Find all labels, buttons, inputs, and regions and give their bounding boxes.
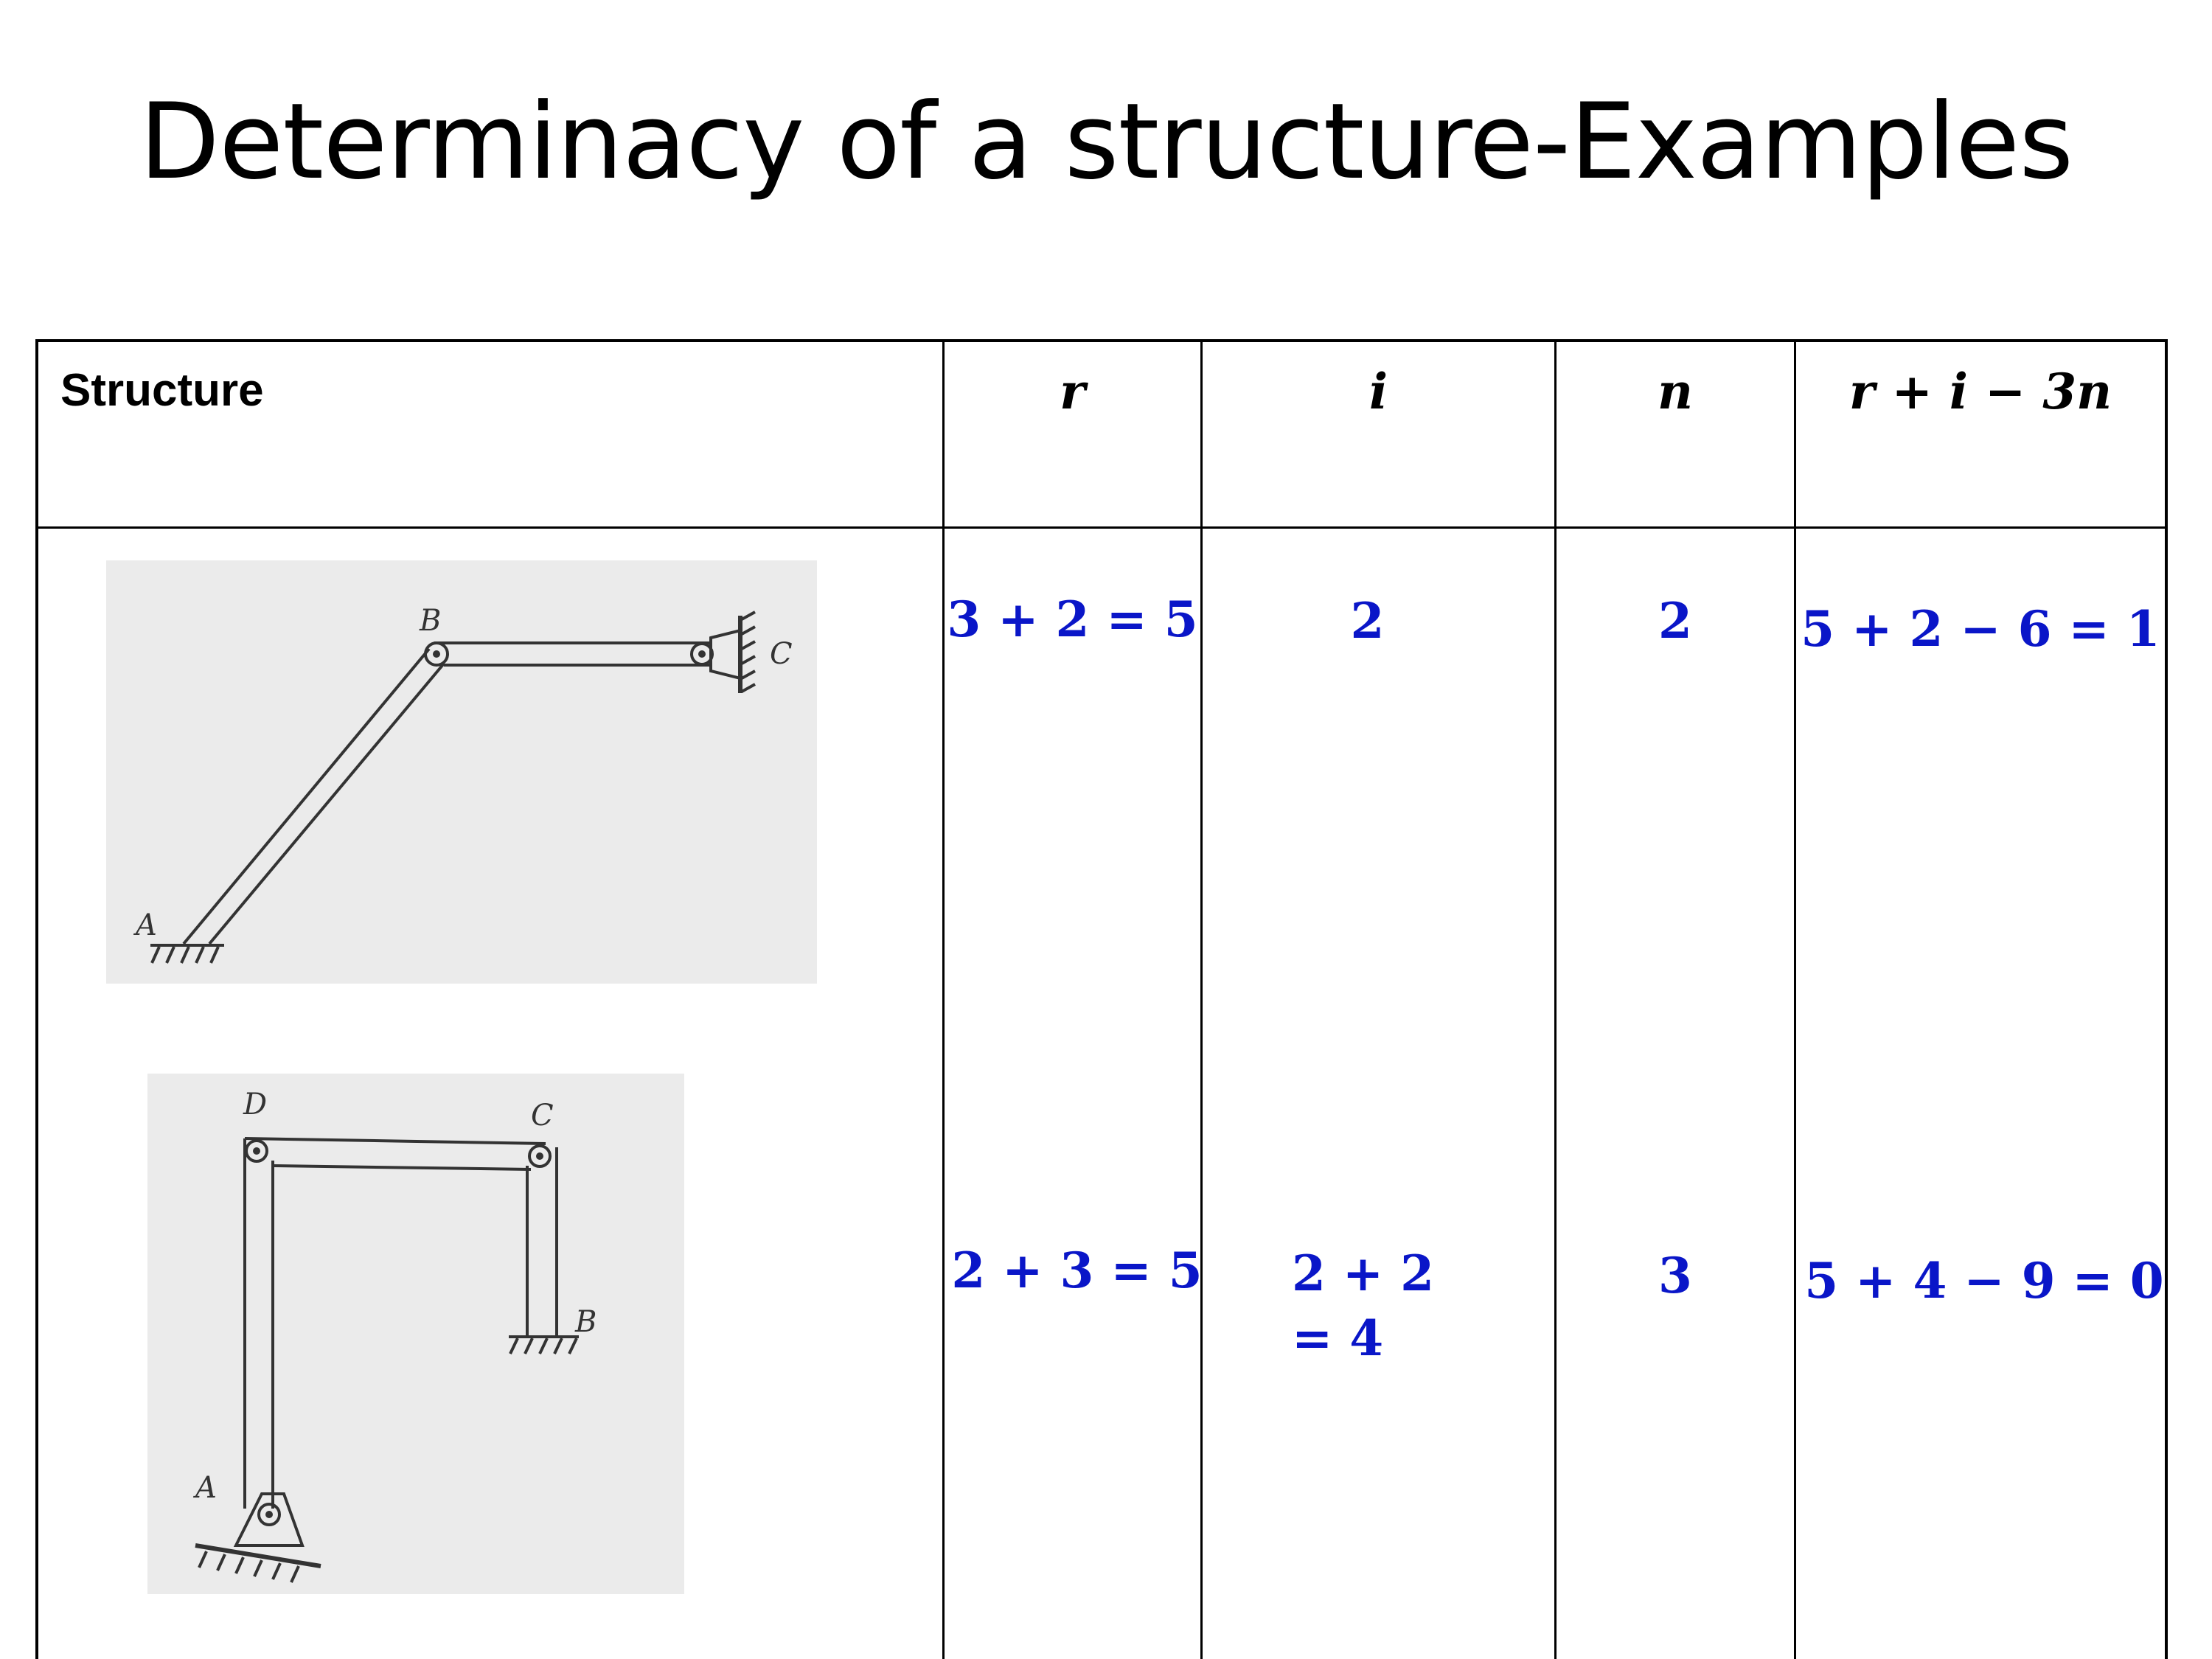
label-A: A xyxy=(195,1471,217,1505)
row1-i-value: 2 xyxy=(1350,592,1385,650)
structure-figure-2 xyxy=(147,1074,684,1594)
row2-r-value: 2 + 3 = 5 xyxy=(951,1242,1203,1299)
determinacy-table xyxy=(35,339,2168,1659)
column-divider xyxy=(1554,342,1557,1659)
frame-diagram-2 xyxy=(147,1074,684,1594)
header-i: i xyxy=(1368,363,1388,420)
label-A: A xyxy=(136,908,157,942)
label-B: B xyxy=(420,604,442,638)
row1-result-value: 5 + 2 − 6 = 1 xyxy=(1801,600,2160,658)
row2-i-value-line1: 2 + 2 xyxy=(1292,1245,1435,1302)
row2-i-value-line2: = 4 xyxy=(1292,1310,1384,1367)
label-C: C xyxy=(531,1099,554,1133)
row1-n-value: 2 xyxy=(1658,592,1692,650)
header-n: n xyxy=(1658,363,1693,420)
frame-diagram-1 xyxy=(106,560,817,984)
header-formula: r + i − 3n xyxy=(1848,363,2112,420)
column-divider xyxy=(1794,342,1796,1659)
column-divider xyxy=(942,342,945,1659)
row2-n-value: 3 xyxy=(1658,1247,1692,1304)
label-D: D xyxy=(243,1088,268,1121)
row1-r-value: 3 + 2 = 5 xyxy=(947,591,1198,648)
page-title: Determinacy of a structure-Examples xyxy=(139,81,2073,203)
header-structure: Structure xyxy=(60,365,264,416)
label-C: C xyxy=(770,637,793,671)
header-r: r xyxy=(1060,363,1085,420)
row2-result-value: 5 + 4 − 9 = 0 xyxy=(1804,1252,2164,1310)
column-divider xyxy=(1200,342,1203,1659)
header-divider xyxy=(38,526,2165,529)
structure-figure-1 xyxy=(106,560,817,984)
label-B: B xyxy=(575,1305,597,1339)
